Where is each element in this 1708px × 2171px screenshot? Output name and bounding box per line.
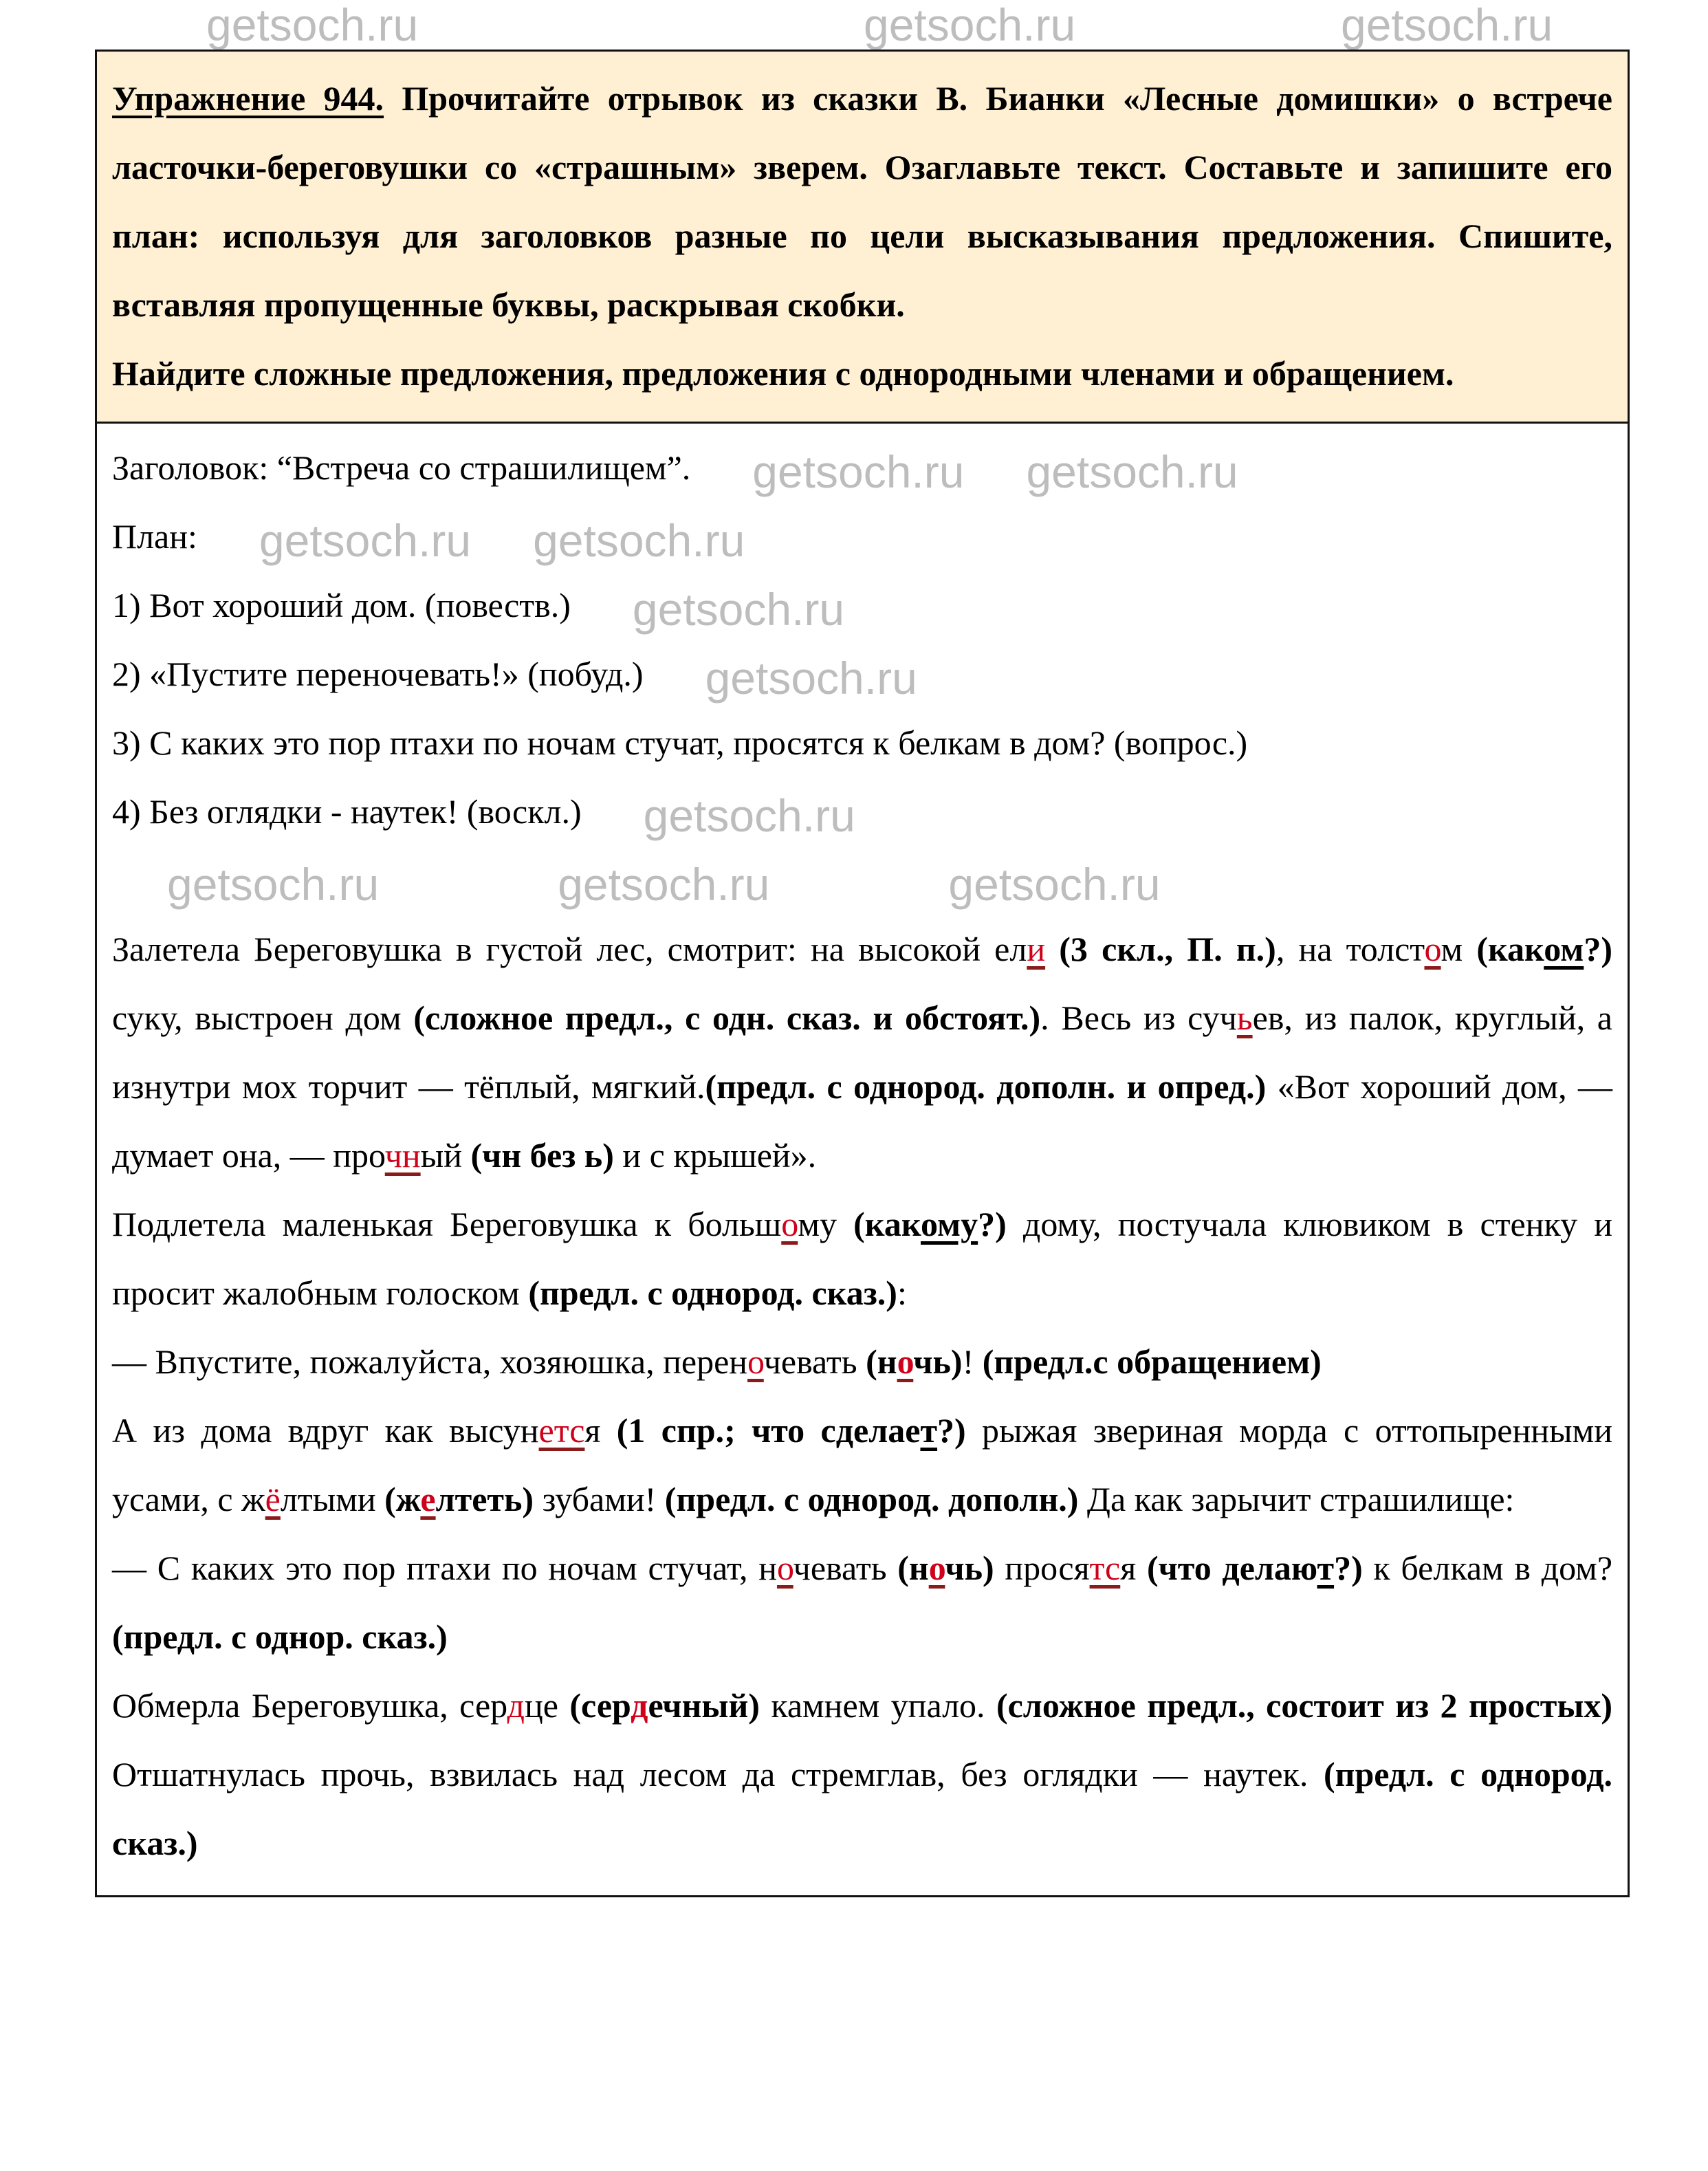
inserted-letter: о xyxy=(747,1342,764,1381)
plan-item: 4) Без оглядки - наутек! (воскл.) xyxy=(112,792,582,831)
text-segment: прося xyxy=(994,1549,1090,1587)
inserted-letter: д xyxy=(507,1686,525,1725)
grammar-note: (1 спр.; что сделае xyxy=(616,1411,921,1450)
inserted-letter: о xyxy=(897,1342,914,1381)
text-segment: . Весь из суч xyxy=(1040,999,1237,1037)
grammar-note: (н xyxy=(866,1342,897,1381)
grammar-note: чь) xyxy=(945,1549,994,1587)
text-segment: рыжая звериная морда с оттопыренными усами, с ж xyxy=(112,1411,1612,1518)
grammar-note: (как xyxy=(1476,930,1544,968)
grammar-note: (сер xyxy=(569,1686,631,1725)
text-segment: лтыми xyxy=(280,1480,385,1518)
text-segment: я xyxy=(1120,1549,1147,1587)
watermark: getsoch.ru xyxy=(632,583,845,635)
watermark: getsoch.ru xyxy=(1341,0,1553,50)
text-segment: ! xyxy=(962,1342,983,1381)
inserted-letter: ь xyxy=(1236,999,1253,1037)
inserted-letter: о xyxy=(781,1205,798,1243)
story-paragraph xyxy=(112,1190,1612,1327)
watermark: getsoch.ru xyxy=(167,858,380,910)
story-paragraph xyxy=(112,1327,1612,1396)
plan-item: 3) С каких это пор птахи по ночам стучат, просятся к белкам в дом? (вопрос.) xyxy=(112,723,1248,762)
watermark: getsoch.ru xyxy=(533,514,745,566)
plan-item-row xyxy=(112,640,1612,708)
watermark: getsoch.ru xyxy=(558,858,770,910)
grammar-note: ечный) xyxy=(648,1686,760,1725)
grammar-note: (предл.с обращением) xyxy=(982,1342,1322,1381)
watermark-strip xyxy=(0,0,1708,50)
plan-item: 1) Вот хороший дом. (повеств.) xyxy=(112,586,571,624)
inserted-letter: е xyxy=(420,1480,436,1518)
text-segment: А из дома вдруг как высун xyxy=(112,1411,539,1450)
text-segment: м xyxy=(1441,930,1477,968)
grammar-note: ?) xyxy=(1334,1549,1363,1587)
text-segment: — С каких это пор птахи по ночам стучат, н xyxy=(112,1549,777,1587)
grammar-note: (предл. с однород. сказ.) xyxy=(112,1755,1612,1862)
text-segment: чевать xyxy=(793,1549,898,1587)
grammar-note: (сложное предл., состоит из 2 простых) xyxy=(996,1686,1613,1725)
watermark: getsoch.ru xyxy=(752,446,965,497)
inserted-letter: и xyxy=(1027,930,1046,968)
inserted-letter: о xyxy=(928,1549,945,1587)
grammar-note: (3 скл., П. п.) xyxy=(1059,930,1276,968)
title-line: Заголовок: “Встреча со страшилищем”. xyxy=(112,448,691,487)
inserted-letter: д xyxy=(631,1686,648,1725)
grammar-note: (предл. с однород. дополн. и опред.) xyxy=(705,1067,1267,1106)
watermark: getsoch.ru xyxy=(864,0,1076,50)
blank-line xyxy=(112,846,1612,915)
watermark: getsoch.ru xyxy=(259,514,472,566)
plan-item-row xyxy=(112,571,1612,640)
text-segment xyxy=(1045,930,1059,968)
plan-label-row xyxy=(112,502,1612,571)
text-segment: Обмерла Береговушка, сер xyxy=(112,1686,507,1725)
grammar-note: ?) xyxy=(937,1411,966,1450)
grammar-note: (предл. с однор. сказ.) xyxy=(112,1617,448,1656)
grammar-note: т xyxy=(920,1411,938,1450)
exercise-box xyxy=(95,50,1630,1897)
text-segment: Залетела Береговушка в густой лес, смотрит: на высокой ел xyxy=(112,930,1027,968)
inserted-letter: о xyxy=(776,1549,793,1587)
grammar-note: (ж xyxy=(384,1480,421,1518)
plan-label: План: xyxy=(112,517,197,556)
text-segment: — Впустите, пожалуйста, хозяюшка, перен xyxy=(112,1342,748,1381)
grammar-note: (что делаю xyxy=(1146,1549,1317,1587)
text-segment: це xyxy=(524,1686,570,1725)
text-segment: : xyxy=(897,1274,907,1312)
inserted-letter: ё xyxy=(265,1480,281,1518)
grammar-note: (как xyxy=(853,1205,921,1243)
inserted-letter: о xyxy=(1424,930,1441,968)
text-segment: и с крышей». xyxy=(613,1136,817,1175)
grammar-note: чь) xyxy=(913,1342,963,1381)
grammar-note: лтеть) xyxy=(435,1480,534,1518)
text-segment: Подлетела маленькая Береговушка к больш xyxy=(112,1205,782,1243)
grammar-note: (предл. с однород. дополн.) xyxy=(664,1480,1079,1518)
grammar-note: ому xyxy=(921,1205,978,1243)
exercise-number: Упражнение 944. xyxy=(112,79,384,118)
text-segment: , на толст xyxy=(1275,930,1425,968)
grammar-note: (предл. с однород. сказ.) xyxy=(528,1274,897,1312)
text-segment: Да как зарычит страшилище: xyxy=(1078,1480,1515,1518)
grammar-note: ом xyxy=(1544,930,1584,968)
watermark: getsoch.ru xyxy=(643,789,855,841)
inserted-letter: тс xyxy=(1089,1549,1121,1587)
text-segment: суку, выстроен дом xyxy=(112,999,414,1037)
story-text xyxy=(112,915,1612,1877)
text-segment: Отшатнулась прочь, взвилась над лесом да стремглав, без оглядки — наутек. xyxy=(112,1755,1324,1793)
watermark: getsoch.ru xyxy=(705,652,917,703)
task-text xyxy=(112,64,1612,339)
inserted-letter: етс xyxy=(538,1411,585,1450)
story-paragraph xyxy=(112,915,1612,1190)
text-segment: му xyxy=(798,1205,854,1243)
plan-item-row xyxy=(112,777,1612,846)
watermark: getsoch.ru xyxy=(948,858,1161,910)
grammar-note: (чн без ь) xyxy=(470,1136,614,1175)
task-header xyxy=(97,52,1628,424)
watermark: getsoch.ru xyxy=(206,0,419,50)
grammar-note: (н xyxy=(897,1549,929,1587)
text-segment: чевать xyxy=(763,1342,866,1381)
text-segment: к белкам в дом? xyxy=(1362,1549,1613,1587)
watermark: getsoch.ru xyxy=(1026,446,1238,497)
plan-item: 2) «Пустите переночевать!» (побуд.) xyxy=(112,655,644,693)
task-instructions: Прочитайте отрывок из сказки В. Бианки «Лесные домишки» о встрече ласточки-береговушки со «страшным» зверем. Озаглавьте текст. Составьте и запишите его план: используя для заголовков разные по цели высказывания предложения. Спишите, вставляя пропущенные буквы, раскрывая скобки. xyxy=(112,79,1612,324)
text-segment: дому, постучала клювиком в стенку и просит жалобным голоском xyxy=(112,1205,1613,1312)
story-paragraph xyxy=(112,1671,1612,1877)
inserted-letter: чн xyxy=(384,1136,421,1175)
task-text-2: Найдите сложные предложения, предложения с однородными членами и обращением. xyxy=(112,354,1454,393)
grammar-note: ?) xyxy=(1584,930,1612,968)
text-segment: зубами! xyxy=(534,1480,665,1518)
answer-body xyxy=(97,424,1628,1895)
grammar-note: ?) xyxy=(978,1205,1007,1243)
grammar-note: т xyxy=(1317,1549,1335,1587)
story-paragraph xyxy=(112,1396,1612,1534)
text-segment: ев, из палок, круглый, а изнутри мох торчит — тёплый, мягкий. xyxy=(112,999,1612,1106)
text-segment: камнем упало. xyxy=(759,1686,996,1725)
text-segment: ый xyxy=(420,1136,471,1175)
text-segment: «Вот хороший дом, — думает она, — про xyxy=(112,1067,1613,1175)
title-line-row xyxy=(112,433,1612,502)
text-segment: я xyxy=(584,1411,617,1450)
grammar-note: (сложное предл., с одн. сказ. и обстоят.) xyxy=(413,999,1041,1037)
story-paragraph xyxy=(112,1534,1612,1671)
